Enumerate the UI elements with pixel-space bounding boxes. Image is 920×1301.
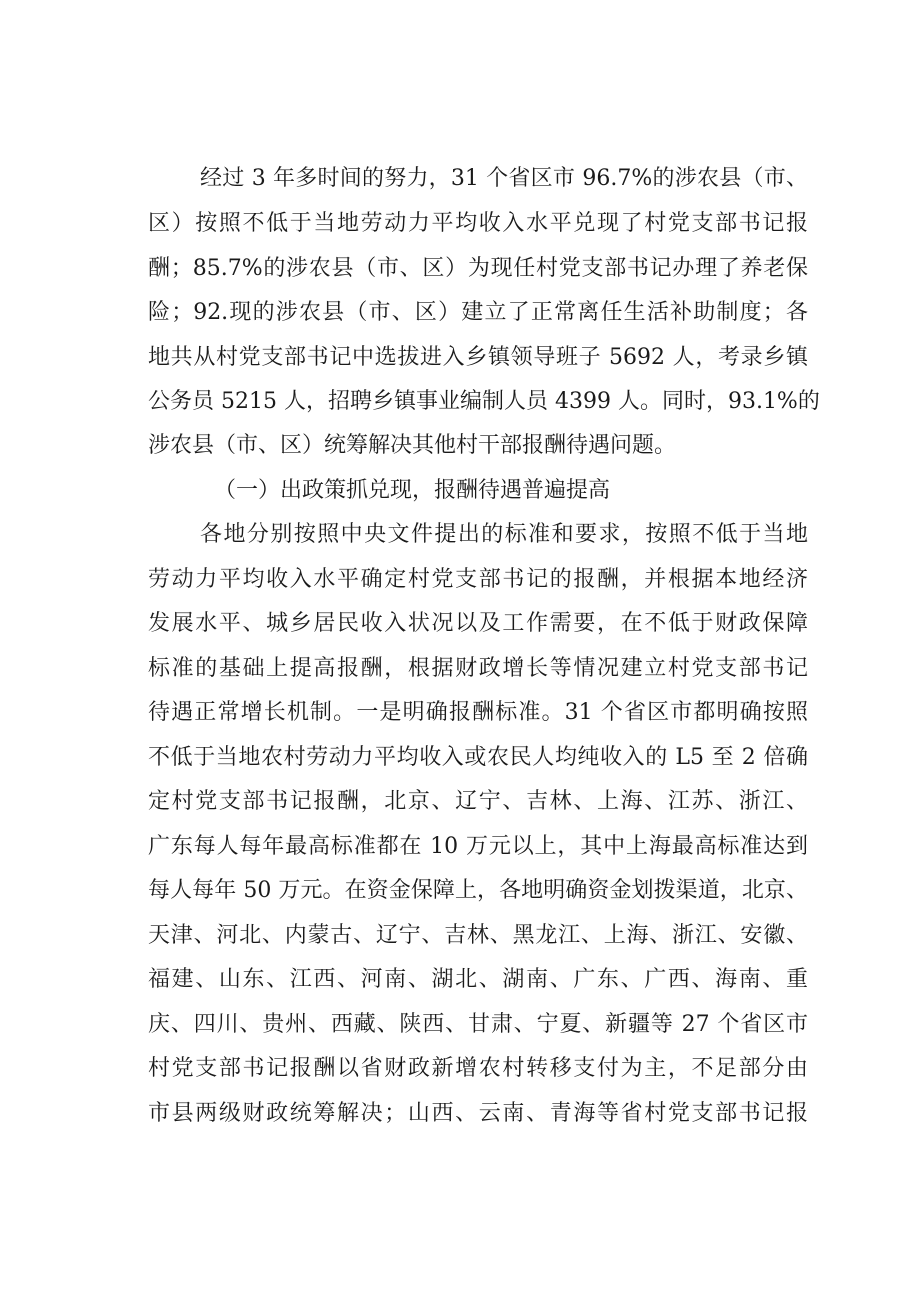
paragraph-2-line-4: 标准的基础上提高报酬，根据财政增长等情况建立村党支部书记 <box>148 656 808 681</box>
paragraph-1-line-5: 地共从村党支部书记中选拔进入乡镇领导班子 5692 人，考录乡镇 <box>148 345 808 370</box>
paragraph-1-line-4: 险；92.现的涉农县（市、区）建立了正常离任生活补助制度；各 <box>148 300 808 325</box>
section-heading: （一）出政策抓兑现，报酬待遇普遍提高 <box>214 478 611 503</box>
paragraph-1-line-7: 涉农县（市、区）统筹解决其他村干部报酬待遇问题。 <box>148 433 677 458</box>
paragraph-1-line-3: 酬；85.7%的涉农县（市、区）为现任村党支部书记办理了养老保 <box>148 256 808 281</box>
paragraph-2-line-5: 待遇正常增长机制。一是明确报酬标准。31 个省区市都明确按照 <box>148 700 808 725</box>
paragraph-2-line-14: 市县两级财政统筹解决；山西、云南、青海等省村党支部书记报 <box>148 1101 808 1126</box>
paragraph-2-line-13: 村党支部书记报酬以省财政新增农村转移支付为主，不足部分由 <box>148 1056 808 1081</box>
paragraph-2-line-6: 不低于当地农村劳动力平均收入或农民人均纯收入的 L5 至 2 倍确 <box>148 745 809 770</box>
paragraph-2-line-3: 发展水平、城乡居民收入状况以及工作需要，在不低于财政保障 <box>148 611 808 636</box>
paragraph-1-line-1: 经过 3 年多时间的努力，31 个省区市 96.7%的涉农县（市、 <box>200 166 808 191</box>
paragraph-2-line-11: 福建、山东、江西、河南、湖北、湖南、广东、广西、海南、重 <box>148 967 808 992</box>
paragraph-2-line-2: 劳动力平均收入水平确定村党支部书记的报酬，并根据本地经济 <box>148 567 808 592</box>
paragraph-2-line-7: 定村党支部书记报酬，北京、辽宁、吉林、上海、江苏、浙江、 <box>148 789 808 814</box>
paragraph-2-line-8: 广东每人每年最高标准都在 10 万元以上，其中上海最高标准达到 <box>148 834 808 859</box>
paragraph-2-line-9: 每人每年 50 万元。在资金保障上，各地明确资金划拨渠道，北京、 <box>148 878 808 903</box>
paragraph-1-line-2: 区）按照不低于当地劳动力平均收入水平兑现了村党支部书记报 <box>148 211 808 236</box>
paragraph-2-line-1: 各地分别按照中央文件提出的标准和要求，按照不低于当地 <box>200 522 808 547</box>
paragraph-2-line-10: 天津、河北、内蒙古、辽宁、吉林、黑龙江、上海、浙江、安徽、 <box>148 923 808 948</box>
paragraph-2-line-12: 庆、四川、贵州、西藏、陕西、甘肃、宁夏、新疆等 27 个省区市 <box>148 1012 808 1037</box>
paragraph-1-line-6: 公务员 5215 人，招聘乡镇事业编制人员 4399 人。同时，93.1%的 <box>148 389 820 414</box>
